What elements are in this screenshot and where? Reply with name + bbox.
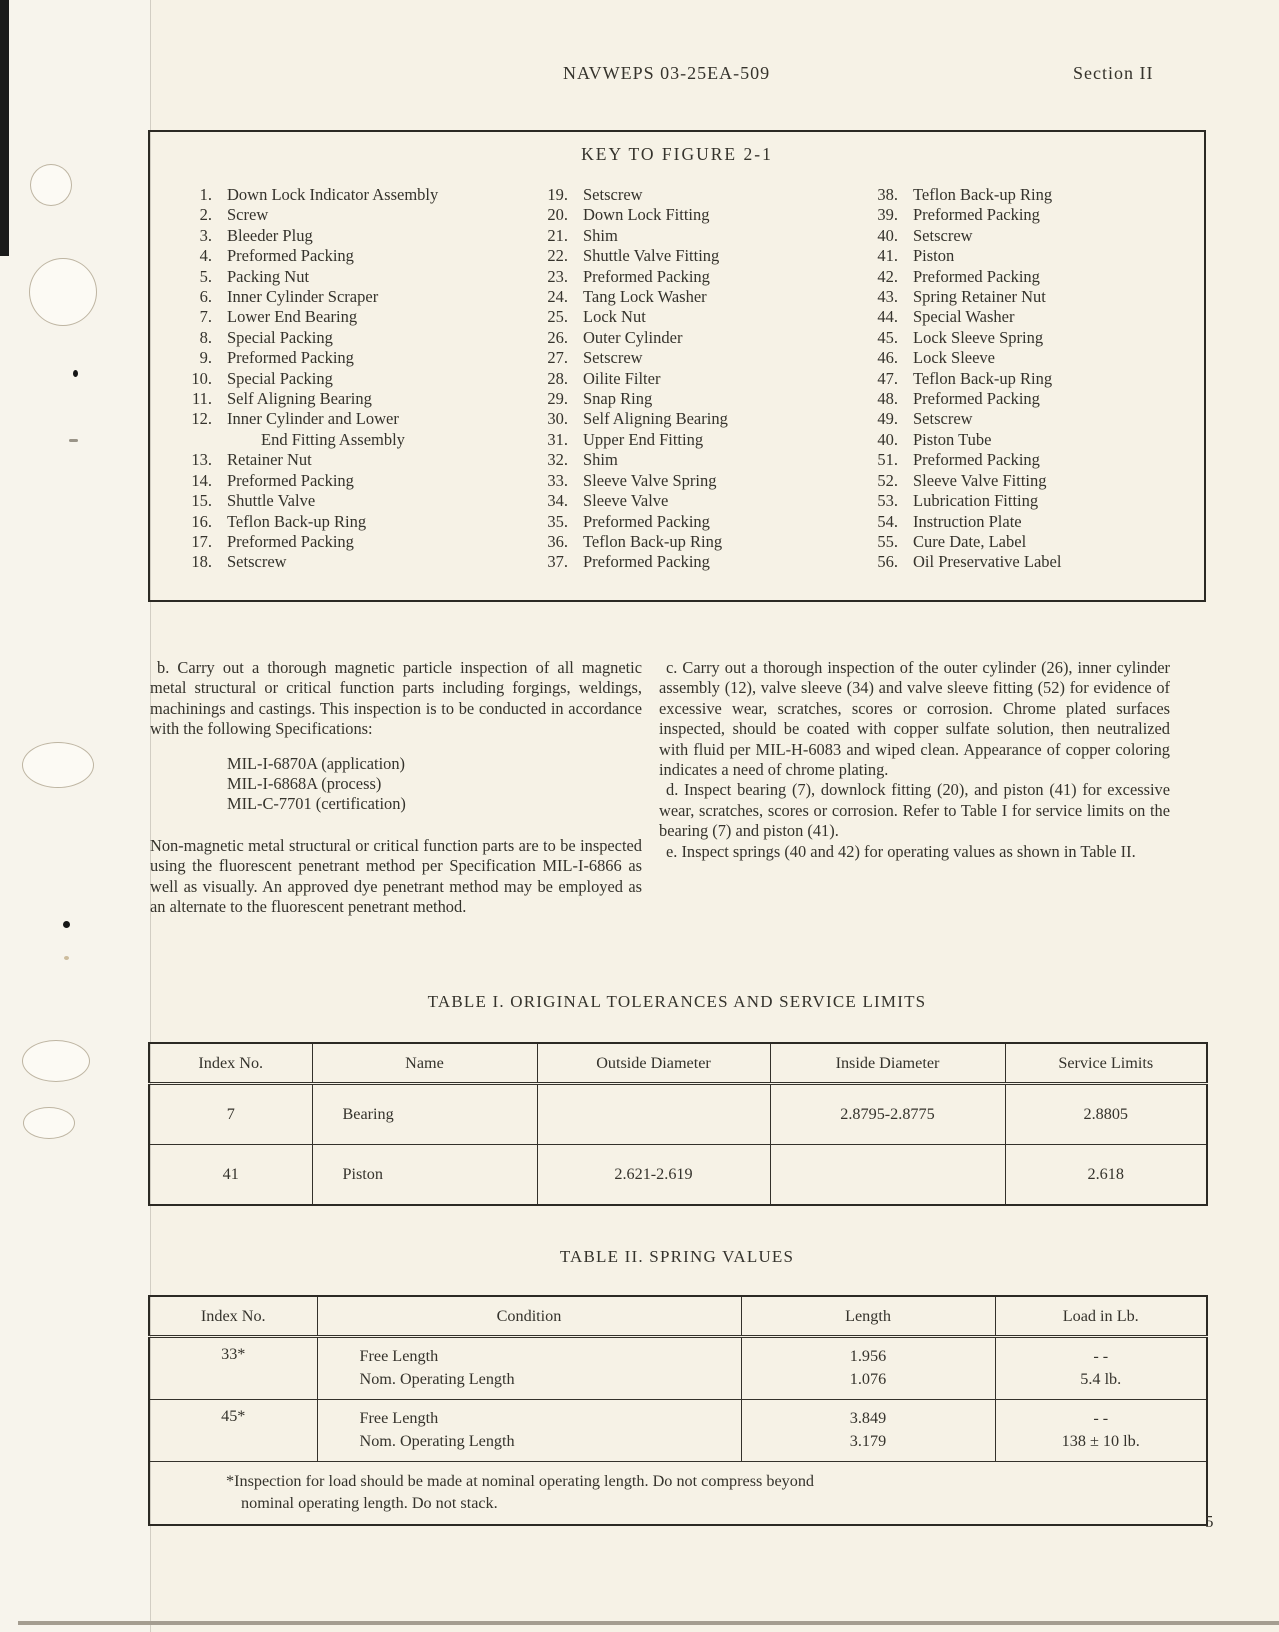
binder-hole: [30, 164, 72, 206]
key-item-number: 4.: [199, 246, 212, 266]
paragraph-b: b. Carry out a thorough magnetic particle inspection of all magnetic metal structural or critical function parts including forgings, weldings, machinings and castings. This inspection is to be conducted in accordance with the following Specifications:: [150, 658, 642, 739]
key-item-label: Preformed Packing: [913, 450, 1040, 470]
key-item-number: 51.: [877, 450, 898, 470]
table1-cell: 2.621-2.619: [537, 1145, 770, 1206]
page-margin-strip: [0, 0, 151, 1632]
key-item-number: 24.: [547, 287, 568, 307]
key-item: [166, 532, 518, 552]
key-item: [166, 409, 518, 429]
spec-line: MIL-C-7701 (certification): [227, 794, 406, 814]
key-item-label: Down Lock Indicator Assembly: [227, 185, 439, 204]
key-item-label: Shim: [583, 225, 618, 245]
key-item: [862, 307, 1188, 327]
table1-row: [149, 1145, 1207, 1206]
key-item-number: 10.: [191, 368, 212, 388]
key-item-number: 26.: [547, 327, 568, 347]
key-item: [862, 287, 1188, 307]
key-item-label: Setscrew: [227, 552, 287, 572]
key-item-label: Teflon Back-up Ring: [583, 531, 723, 551]
key-item: [532, 532, 848, 552]
key-item: [166, 389, 518, 409]
table1-cell: [537, 1084, 770, 1145]
key-item-number: 25.: [547, 307, 568, 327]
table2-cell-length: [741, 1400, 995, 1462]
condition-line: Free Length: [359, 1409, 439, 1427]
footnote-line: nominal operating length. Do not stack.: [241, 1494, 498, 1512]
key-item-number: 47.: [877, 368, 898, 388]
key-item-label: Shuttle Valve Fitting: [583, 246, 720, 266]
condition-line: Free Length: [359, 1347, 439, 1365]
key-item-number: 21.: [547, 225, 568, 245]
table2-row: [149, 1337, 1207, 1400]
key-item-number: 53.: [877, 491, 898, 511]
key-item-label: Packing Nut: [227, 266, 310, 286]
key-item-number: 45.: [877, 327, 898, 347]
condition-line: Nom. Operating Length: [359, 1432, 515, 1450]
key-item-label: Shuttle Valve: [227, 491, 316, 511]
table1-header-cell: Service Limits: [1005, 1043, 1207, 1084]
key-item-label: Preformed Packing: [227, 348, 354, 368]
key-item-number: 54.: [877, 511, 898, 531]
table2-header-row: [149, 1296, 1207, 1337]
length-value: 1.076: [849, 1370, 887, 1388]
table1-cell: 2.8805: [1005, 1084, 1207, 1145]
key-item-number: 6.: [199, 287, 212, 307]
table2-cell-index: 45*: [149, 1400, 317, 1462]
key-item-label: Preformed Packing: [913, 266, 1040, 286]
scan-edge-artifact: [0, 0, 9, 256]
key-item: [532, 307, 848, 327]
key-item-label: Sleeve Valve Fitting: [913, 470, 1047, 490]
spec-line: MIL-I-6868A (process): [227, 774, 382, 794]
key-item: [532, 491, 848, 511]
key-item: [532, 512, 848, 532]
key-item-label: Retainer Nut: [227, 450, 312, 470]
key-item-label: Shim: [583, 450, 618, 470]
key-item: [862, 532, 1188, 552]
key-column: [166, 185, 518, 573]
key-box-title: KEY TO FIGURE 2-1: [581, 144, 773, 164]
key-item: [166, 348, 518, 368]
table1-header-cell: Outside Diameter: [537, 1043, 770, 1084]
key-item: [532, 267, 848, 287]
table2-title: TABLE II. SPRING VALUES: [559, 1247, 795, 1266]
key-item: [862, 205, 1188, 225]
key-item-number: 48.: [877, 389, 898, 409]
key-item-label: Preformed Packing: [227, 470, 354, 490]
key-item-label: Lock Sleeve Spring: [913, 327, 1044, 347]
table1-cell: 7: [149, 1084, 312, 1145]
scan-speck: [73, 370, 78, 377]
key-item-number: 3.: [199, 225, 212, 245]
key-item-number: 34.: [547, 491, 568, 511]
key-item: [532, 328, 848, 348]
key-item-label: Outer Cylinder: [583, 327, 683, 347]
table2-row: [149, 1400, 1207, 1462]
paragraph-c: c. Carry out a thorough inspection of the outer cylinder (26), inner cylinder assembly (12), valve sleeve (34) and valve sleeve fitting (52) for evidence of excessive wear, scratches, scores or corrosion. Chrome plated surfaces inspected, should be coated with copper sulfate solution, then neutralized with fluid per MIL-H-6083 and wiped clean. Appearance of copper coloring indicates a need of chrome plating.: [659, 658, 1170, 780]
key-item-number: 17.: [191, 531, 212, 551]
key-item: [532, 205, 848, 225]
table2-cell-load: [995, 1400, 1207, 1462]
table2-cell-condition: [317, 1400, 741, 1462]
table1-header-cell: Index No.: [149, 1043, 312, 1084]
length-value: 1.956: [849, 1347, 887, 1365]
key-item-number: 52.: [877, 470, 898, 490]
key-item: [862, 409, 1188, 429]
document-number: NAVWEPS 03-25EA-509: [563, 63, 771, 83]
key-item: [862, 185, 1188, 205]
key-item-label: Oil Preservative Label: [913, 552, 1062, 572]
key-item: [166, 430, 518, 450]
spec-list: [227, 754, 642, 815]
key-item-number: 11.: [191, 389, 212, 409]
load-value: - -: [1093, 1409, 1109, 1427]
key-item-label: Inner Cylinder and Lower: [227, 409, 399, 429]
body-column-left: [150, 658, 642, 917]
key-item: [532, 287, 848, 307]
scan-bottom-edge: [18, 1621, 1279, 1625]
key-item-number: 8.: [199, 327, 212, 347]
key-item: [166, 267, 518, 287]
key-item-label: End Fitting Assembly: [261, 429, 405, 449]
key-item-number: 56.: [877, 552, 898, 572]
key-item: [862, 246, 1188, 266]
table1-title: TABLE I. ORIGINAL TOLERANCES AND SERVICE LIMITS: [427, 992, 927, 1011]
key-item-label: Preformed Packing: [583, 266, 710, 286]
key-item: [532, 430, 848, 450]
paragraph-d: d. Inspect bearing (7), downlock fitting (20), and piston (41) for excessive wear, scratches, scores or corrosion. Refer to Table I for service limits on the bearing (7) and piston (41).: [659, 780, 1170, 841]
table1-tolerances: [148, 1042, 1208, 1206]
table1-cell: 2.8795-2.8775: [770, 1084, 1005, 1145]
binder-hole: [23, 1107, 75, 1139]
page-number: 5: [1205, 1512, 1214, 1531]
key-item-label: Teflon Back-up Ring: [227, 511, 367, 531]
key-item-label: Teflon Back-up Ring: [913, 185, 1053, 204]
key-item: [532, 409, 848, 429]
table2-header-cell: Condition: [317, 1296, 741, 1337]
spec-line: MIL-I-6870A (application): [227, 753, 405, 773]
key-item-label: Instruction Plate: [913, 511, 1022, 531]
key-item-number: 29.: [547, 389, 568, 409]
key-item-number: 36.: [547, 531, 568, 551]
table2-header-cell: Length: [741, 1296, 995, 1337]
key-item-number: 33.: [547, 470, 568, 490]
key-item-label: Lock Nut: [583, 307, 646, 327]
load-value: - -: [1093, 1347, 1109, 1365]
section-label: Section II: [1073, 63, 1154, 83]
key-item: [166, 552, 518, 572]
condition-line: Nom. Operating Length: [359, 1370, 515, 1388]
key-item: [862, 348, 1188, 368]
key-item-label: Lower End Bearing: [227, 307, 358, 327]
scan-speck: [69, 439, 78, 442]
key-item-label: Snap Ring: [583, 389, 653, 409]
key-item-label: Teflon Back-up Ring: [913, 368, 1053, 388]
key-item-number: 27.: [547, 348, 568, 368]
scan-speck: [63, 921, 70, 928]
key-item: [166, 369, 518, 389]
key-item-number: 14.: [191, 470, 212, 490]
table2-header-cell: Index No.: [149, 1296, 317, 1337]
key-item: [532, 450, 848, 470]
key-item-number: 37.: [547, 552, 568, 572]
table1-cell: Piston: [312, 1145, 537, 1206]
key-item-label: Bleeder Plug: [227, 225, 313, 245]
key-item-label: Oilite Filter: [583, 368, 661, 388]
key-item-label: Self Aligning Bearing: [227, 389, 372, 409]
table2-cell-load: [995, 1337, 1207, 1400]
key-item-number: 18.: [191, 552, 212, 572]
key-item-label: Inner Cylinder Scraper: [227, 287, 379, 307]
key-column: [848, 185, 1188, 573]
key-item-label: Preformed Packing: [913, 205, 1040, 225]
key-item-number: 9.: [199, 348, 212, 368]
key-item: [532, 348, 848, 368]
key-item-number: 15.: [191, 491, 212, 511]
footnote-line: *Inspection for load should be made at nominal operating length. Do not compress beyond: [226, 1472, 815, 1490]
table1-cell: 41: [149, 1145, 312, 1206]
key-item-number: 32.: [547, 450, 568, 470]
key-item: [166, 471, 518, 491]
key-item-number: 42.: [877, 266, 898, 286]
key-item-label: Upper End Fitting: [583, 429, 704, 449]
key-item: [166, 307, 518, 327]
key-item-number: 16.: [191, 511, 212, 531]
key-item: [532, 552, 848, 572]
table2-footnote-row: [149, 1462, 1207, 1526]
key-item-label: Setscrew: [913, 225, 973, 245]
key-item-label: Lubrication Fitting: [913, 491, 1039, 511]
key-item-label: Setscrew: [583, 348, 643, 368]
key-item: [862, 389, 1188, 409]
key-item: [166, 226, 518, 246]
key-column: [518, 185, 848, 573]
key-item: [532, 389, 848, 409]
key-item-label: Special Washer: [913, 307, 1015, 327]
key-item-label: Setscrew: [913, 409, 973, 429]
key-item-number: [166, 430, 227, 450]
binder-hole: [29, 258, 97, 326]
key-item-number: 35.: [547, 511, 568, 531]
body-column-right: [659, 658, 1170, 917]
binder-hole: [22, 1040, 90, 1082]
table2-cell-length: [741, 1337, 995, 1400]
key-item: [166, 328, 518, 348]
key-item: [862, 491, 1188, 511]
key-item-label: Spring Retainer Nut: [913, 287, 1046, 307]
key-item-number: 2.: [199, 205, 212, 225]
table2-spring-values: [148, 1295, 1208, 1526]
key-item: [166, 512, 518, 532]
key-item-label: Preformed Packing: [583, 511, 710, 531]
key-item-number: 19.: [547, 185, 568, 204]
scan-speck: [64, 956, 69, 960]
key-item: [862, 226, 1188, 246]
paragraph-e: e. Inspect springs (40 and 42) for operating values as shown in Table II.: [666, 841, 1136, 861]
key-item-number: 5.: [199, 266, 212, 286]
table1-header-cell: Name: [312, 1043, 537, 1084]
table1-cell: 2.618: [1005, 1145, 1207, 1206]
key-item-number: 38.: [877, 185, 898, 204]
table1-header-cell: Inside Diameter: [770, 1043, 1005, 1084]
table1-header-row: [149, 1043, 1207, 1084]
key-item: [166, 491, 518, 511]
key-item: [166, 205, 518, 225]
key-item-label: Cure Date, Label: [913, 531, 1027, 551]
key-item-number: 12.: [191, 409, 212, 429]
key-item-number: 41.: [877, 246, 898, 266]
key-item-number: 1.: [199, 185, 212, 204]
key-item-number: 7.: [199, 307, 212, 327]
key-item-label: Piston Tube: [913, 429, 992, 449]
length-value: 3.849: [849, 1409, 887, 1427]
key-item-label: Down Lock Fitting: [583, 205, 710, 225]
key-item: [166, 246, 518, 266]
key-item: [166, 287, 518, 307]
key-item: [532, 246, 848, 266]
key-to-figure-box: [148, 130, 1206, 602]
key-item: [862, 430, 1188, 450]
table1-row: [149, 1084, 1207, 1145]
body-text: [150, 658, 1170, 917]
key-item: [166, 185, 518, 205]
key-item-number: 46.: [877, 348, 898, 368]
key-item-label: Sleeve Valve: [583, 491, 669, 511]
key-item-label: Sleeve Valve Spring: [583, 470, 717, 490]
key-item: [862, 552, 1188, 572]
table2-header-cell: Load in Lb.: [995, 1296, 1207, 1337]
key-item: [166, 450, 518, 470]
load-value: 5.4 lb.: [1080, 1370, 1122, 1388]
key-item: [532, 471, 848, 491]
key-item-label: Special Packing: [227, 327, 333, 347]
table2-footnote: [149, 1462, 1207, 1526]
table2-cell-condition: [317, 1337, 741, 1400]
key-item: [532, 369, 848, 389]
binder-hole: [22, 742, 94, 788]
key-item-label: Setscrew: [583, 185, 643, 204]
key-item-label: Self Aligning Bearing: [583, 409, 728, 429]
table2-cell-index: 33*: [149, 1337, 317, 1400]
key-item-number: 31.: [547, 429, 568, 449]
paragraph-nonmagnetic: Non-magnetic metal structural or critical function parts are to be inspected using the fluorescent penetrant method per Specification MIL-I-6866 as well as visually. An approved dye penetrant method may be employed as an alternate to the fluorescent penetrant method.: [150, 835, 642, 917]
key-item-number: 39.: [877, 205, 898, 225]
key-item-label: Preformed Packing: [227, 246, 354, 266]
key-item-label: Preformed Packing: [583, 552, 710, 572]
load-value: 138 ± 10 lb.: [1061, 1432, 1140, 1450]
key-item-label: Preformed Packing: [227, 531, 354, 551]
key-item: [862, 471, 1188, 491]
key-item: [862, 450, 1188, 470]
key-item-number: 13.: [191, 450, 212, 470]
key-item: [862, 369, 1188, 389]
key-item: [532, 226, 848, 246]
length-value: 3.179: [849, 1432, 887, 1450]
key-item-label: Tang Lock Washer: [583, 287, 707, 307]
key-item-number: 44.: [877, 307, 898, 327]
key-item: [862, 267, 1188, 287]
key-item-label: Screw: [227, 205, 269, 225]
key-item-number: 40.: [877, 225, 898, 245]
key-item-number: 30.: [547, 409, 568, 429]
table1-cell: Bearing: [312, 1084, 537, 1145]
key-columns: [150, 185, 1204, 573]
key-item-number: 40.: [877, 429, 898, 449]
key-item: [862, 512, 1188, 532]
key-item-number: 22.: [547, 246, 568, 266]
key-item-number: 20.: [547, 205, 568, 225]
key-item-label: Lock Sleeve: [913, 348, 996, 368]
key-item-label: Special Packing: [227, 368, 333, 388]
key-item-number: 23.: [547, 266, 568, 286]
key-item-number: 49.: [877, 409, 898, 429]
table1-cell: [770, 1145, 1005, 1206]
key-item: [532, 185, 848, 205]
key-item-label: Piston: [913, 246, 955, 266]
key-item-number: 43.: [877, 287, 898, 307]
key-item-number: 55.: [877, 531, 898, 551]
key-item-label: Preformed Packing: [913, 389, 1040, 409]
key-item: [862, 328, 1188, 348]
key-item-number: 28.: [547, 368, 568, 388]
